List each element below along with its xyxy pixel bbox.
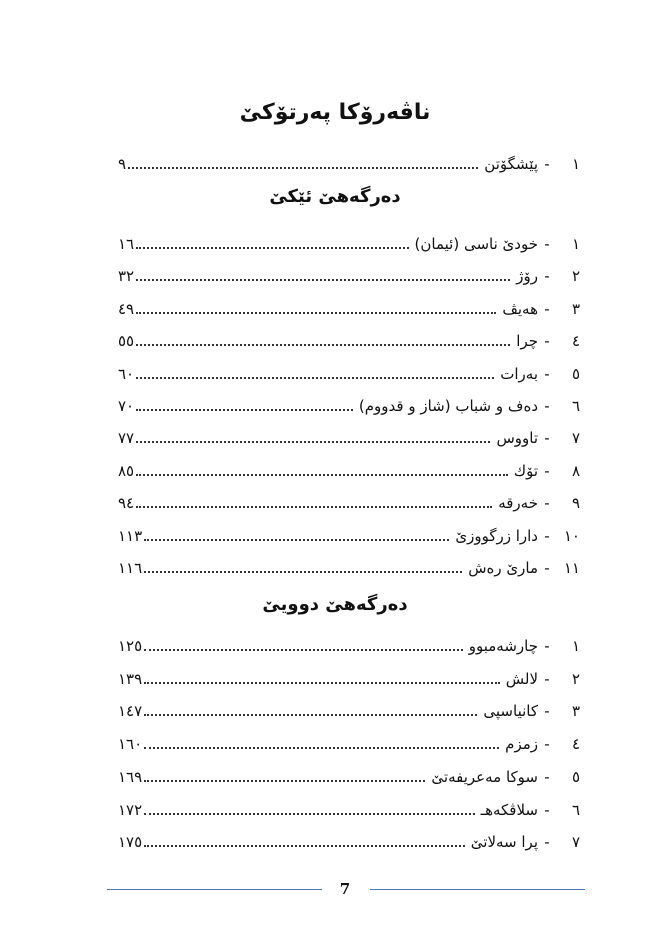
toc-item-number: ٧ (571, 833, 580, 852)
toc-dash: - (544, 332, 550, 351)
toc-item-number: ٤ (571, 332, 580, 351)
toc-row (118, 552, 580, 578)
footer-page-number: 7 (339, 880, 351, 898)
toc-leader-dots (136, 440, 490, 443)
toc-dash: - (544, 429, 550, 448)
toc-leader-dots (136, 311, 496, 314)
toc-item-label: دەف و شباب (شاز و قدووم) (358, 397, 538, 415)
toc-item-label: خەرقە (498, 494, 538, 513)
toc-page-number: ٧٠ (118, 397, 135, 415)
toc-item-label: چارشەمبوو (468, 637, 538, 655)
toc-item-number: ١٠ (563, 526, 580, 545)
page-title: ناڤەرۆكا پەرتۆكێ (239, 100, 431, 125)
toc-page-number: ٩ (118, 155, 127, 173)
toc-row (118, 520, 580, 546)
toc-item-label: تاووس (496, 429, 538, 448)
toc-item-number: ٢ (571, 267, 580, 286)
toc-row (118, 695, 580, 721)
toc-page-number: ٤٩ (118, 299, 135, 318)
toc-item-number: ٥ (571, 364, 580, 383)
section-heading-1: دەرگەهێ ئێكێ (269, 186, 401, 207)
toc-leader-dots (144, 648, 463, 651)
toc-item-number: ٦ (571, 397, 580, 415)
toc-item-label: هەیڤ (502, 299, 538, 318)
toc-leader-dots (144, 844, 465, 847)
toc-item-label: زمزم (505, 735, 538, 754)
toc-leader-dots (136, 408, 353, 411)
toc-dash: - (544, 364, 550, 383)
toc-row (118, 228, 580, 254)
toc-page-number: ٥٥ (118, 332, 135, 351)
toc-dash: - (544, 833, 550, 852)
toc-leader-dots (144, 681, 500, 684)
toc-dash: - (544, 494, 550, 513)
toc-item-label: سلاڤكەهـ (480, 800, 538, 819)
toc-item-label: چرا (516, 332, 538, 351)
toc-item-label: كانیاسپی (483, 702, 538, 721)
toc-leader-dots (144, 779, 425, 782)
toc-item-number: ٥ (571, 767, 580, 786)
toc-item-label: رۆژ (516, 267, 538, 286)
toc-item-number: ٤ (571, 735, 580, 754)
toc-row (118, 358, 580, 384)
toc-row (118, 390, 580, 416)
toc-dash: - (544, 235, 550, 253)
toc-dash: - (544, 702, 550, 721)
toc-page-number: ٩٤ (118, 494, 135, 513)
toc-row (118, 293, 580, 319)
toc-page-number: ٦٠ (118, 364, 135, 383)
toc-item-number: ٣ (571, 299, 580, 318)
toc-dash: - (544, 267, 550, 286)
toc-item-number: ١ (571, 155, 580, 173)
toc-page-number: ١٧٢ (118, 800, 143, 819)
toc-dash: - (544, 397, 550, 415)
toc-item-number: ٨ (571, 461, 580, 480)
toc-row-intro (118, 148, 580, 174)
toc-row (118, 325, 580, 351)
toc-dash: - (544, 735, 550, 754)
section-heading-2: دەرگەهێ دوویێ (262, 594, 408, 615)
toc-leader-dots (144, 570, 462, 573)
toc-row (118, 663, 580, 689)
toc-item-number: ١ (571, 637, 580, 655)
toc-leader-dots (136, 246, 408, 249)
toc-row (118, 761, 580, 787)
toc-leader-dots (136, 473, 508, 476)
toc-item-label: پرا سەلاتێ (470, 833, 538, 852)
toc-dash: - (544, 526, 550, 545)
toc-item-label: خودێ ناسی (ئیمان) (414, 235, 538, 253)
toc-leader-dots (136, 343, 510, 346)
footer-rule-right (370, 889, 585, 890)
toc-row (118, 260, 580, 286)
toc-page-number: ٣٢ (118, 267, 135, 286)
toc-dash: - (544, 800, 550, 819)
toc-item-number: ٧ (571, 429, 580, 448)
toc-leader-dots (136, 376, 494, 379)
toc-item-number: ٦ (571, 800, 580, 819)
toc-dash: - (544, 461, 550, 480)
toc-item-label: سوكا مەعریفەتێ (431, 767, 538, 786)
toc-page-number: ١١٣ (118, 526, 143, 545)
toc-dash: - (544, 155, 550, 173)
toc-item-number: ٢ (571, 669, 580, 688)
toc-item-label: تۆك (513, 461, 538, 480)
toc-page-number: ١٧٥ (118, 833, 143, 852)
toc-page-number: ١٤٧ (118, 702, 143, 721)
toc-leader-dots (136, 278, 510, 281)
toc-row (118, 794, 580, 820)
toc-row (118, 826, 580, 852)
toc-dash: - (544, 669, 550, 688)
toc-row (118, 630, 580, 656)
toc-item-label: بەرات (500, 364, 538, 383)
footer-rule-left (107, 889, 322, 890)
toc-item-number: ٩ (571, 494, 580, 513)
toc-dash: - (544, 637, 550, 655)
toc-row (118, 422, 580, 448)
toc-leader-dots (144, 538, 449, 541)
toc-leader-dots (144, 812, 475, 815)
toc-leader-dots (144, 713, 477, 716)
toc-dash: - (544, 559, 550, 577)
toc-item-label: پێشگۆتن (484, 155, 538, 173)
toc-row (118, 728, 580, 754)
toc-page-number: ١٦ (118, 235, 135, 253)
toc-page-number: ٨٥ (118, 461, 135, 480)
toc-item-number: ١١ (563, 559, 580, 577)
toc-item-number: ٣ (571, 702, 580, 721)
toc-dash: - (544, 767, 550, 786)
toc-row (118, 487, 580, 513)
toc-page-number: ١١٦ (118, 559, 143, 577)
toc-page-number: ١٢٥ (118, 637, 143, 655)
toc-page-number: ١٣٩ (118, 669, 143, 688)
toc-leader-dots (128, 166, 478, 169)
toc-page-number: ١٦٩ (118, 767, 143, 786)
toc-item-number: ١ (571, 235, 580, 253)
toc-page-number: ١٦٠ (118, 735, 143, 754)
toc-item-label: لالش (505, 669, 538, 688)
toc-item-label: دارا زرگووزێ (455, 526, 538, 545)
toc-page-number: ٧٧ (118, 429, 135, 448)
toc-leader-dots (144, 746, 499, 749)
toc-dash: - (544, 299, 550, 318)
toc-row (118, 455, 580, 481)
toc-leader-dots (136, 505, 492, 508)
toc-item-label: مارێ رەش (468, 559, 538, 577)
